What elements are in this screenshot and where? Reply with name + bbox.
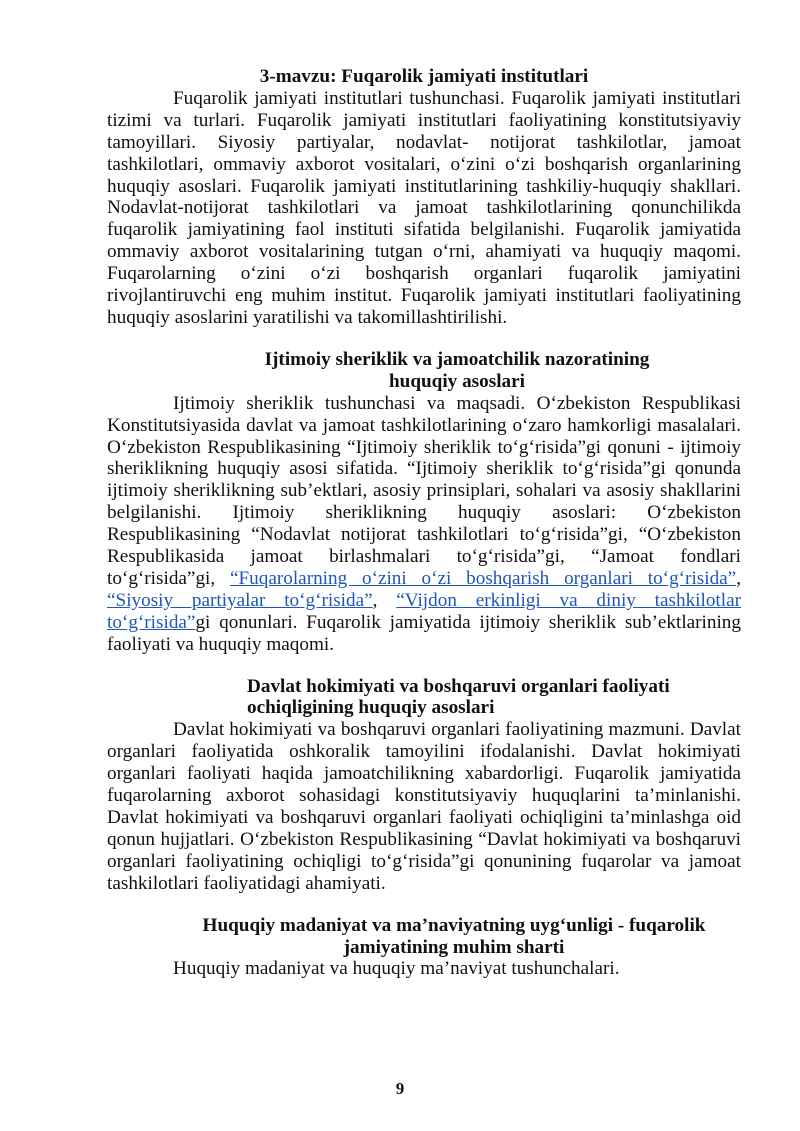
page-content [107, 66, 741, 980]
section-3-title-line2: ochiqligining huquqiy asoslari [247, 697, 495, 719]
section-3-title-line1: Davlat hokimiyati va boshqaruvi organlari faoliyati [247, 675, 670, 697]
separator: , [736, 567, 741, 589]
section-2-title-line1: Ijtimoiy sheriklik va jamoatchilik nazoratining [264, 348, 650, 370]
section-2-title [227, 349, 687, 393]
section-3-title [247, 676, 727, 720]
section-1-body: Fuqarolik jamiyati institutlari tushunchasi. Fuqarolik jamiyati institutlari tizimi va turlari. Fuqarolik jamiyati institutlari faoliyatining konstitutsiyaviy tamoyillari. Siyosiy partiyalar, nodavlat- notijorat tashkilotlar, jamoat tashkilotlari, ommaviy axborot vositalari, o‘zini o‘zi boshqarish organlarining huquqiy asoslari. Fuqarolik jamiyati institutlarining tashkiliy-huquqiy shakllari. Nodavlat-notijorat tashkilotlari va jamoat tashkilotlarining qonunchilikda fuqarolik jamiyatining faol instituti sifatida belgilanishi. Fuqarolik jamiyatida ommaviy axborot vositalarining tutgan o‘rni, ahamiyati va huquqiy maqomi. Fuqarolarning o‘zini o‘zi boshqarish organlari fuqarolik jamiyatini rivojlantiruvchi eng muhim institut. Fuqarolik jamiyati institutlari faoliyatining huquqiy asoslarini yaratilishi va takomillashtirilishi. [107, 87, 741, 328]
page-number: 9 [395, 1079, 405, 1098]
section-4-title-line1: Huquqiy madaniyat va ma’naviyatning uyg‘unligi - fuqarolik [202, 914, 706, 936]
section-2-body [107, 393, 741, 656]
section-2-body-start: Ijtimoiy sheriklik tushunchasi va maqsadi. O‘zbekiston Respublikasi Konstitutsiyasida davlat va jamoat tashkilotlarining o‘zaro hamkorligi masalalari. O‘zbekiston Respublikasining “Ijtimoiy sheriklik to‘g‘risida”gi qonuni - ijtimoiy sheriklikning huquqiy asosi sifatida. “Ijtimoiy sheriklik to‘g‘risida”gi qonunda ijtimoiy sheriklikning sub’ektlari, asosiy prinsiplari, sohalari va asosiy shakllarini belgilanishi. Ijtimoiy sheriklikning huquqiy asoslari: O‘zbekiston Respublikasining “Nodavlat notijorat tashkilotlari to‘g‘risida”gi, “O‘zbekiston Respublikasida jamoat birlashmalari to‘g‘risida”gi, “Jamoat fondlari to‘g‘risida”gi, [107, 392, 741, 589]
separator: , [372, 589, 378, 611]
law-link-self-government[interactable]: “Fuqarolarning o‘zini o‘zi boshqarish organlari to‘g‘risida” [229, 567, 737, 589]
section-2-title-line2: huquqiy asoslari [389, 370, 525, 392]
section-4-title [167, 915, 741, 959]
section-1-title: 3-mavzu: Fuqarolik jamiyati institutlari [259, 66, 589, 87]
section-4-title-line2: jamiyatining muhim sharti [343, 936, 565, 958]
section-3-body: Davlat hokimiyati va boshqaruvi organlari faoliyatining mazmuni. Davlat organlari faoliyatida oshkoralik tamoyilini ifodalanishi. Davlat hokimiyati organlari faoliyati haqida jamoatchilikning xabardorligi. Fuqarolik jamiyatida fuqarolarning axborot sohasidagi konstitutsiyaviy huquqlarini ta’minlanishi. Davlat hokimiyati va boshqaruvi organlari faoliyati ochiqligini ta’minlashga oid qonun hujjatlari. O‘zbekiston Respublikasining “Davlat hokimiyati va boshqaruvi organlari faoliyatining ochiqligi to‘g‘risida”gi qonunining fuqarolar va jamoat tashkilotlari faoliyatidagi ahamiyati. [107, 719, 741, 894]
section-4-body: Huquqiy madaniyat va huquqiy ma’naviyat tushunchalari. [173, 958, 620, 980]
law-link-freedom-of-conscience[interactable]: “Vijdon erkinligi va diniy tashkilotlar to‘g‘risida” [107, 589, 741, 633]
section-2-body-end: gi qonunlari. Fuqarolik jamiyatida ijtimoiy sheriklik sub’ektlarining faoliyati va huquqiy maqomi. [107, 611, 741, 655]
law-link-political-parties[interactable]: “Siyosiy partiyalar to‘g‘risida” [107, 589, 373, 611]
